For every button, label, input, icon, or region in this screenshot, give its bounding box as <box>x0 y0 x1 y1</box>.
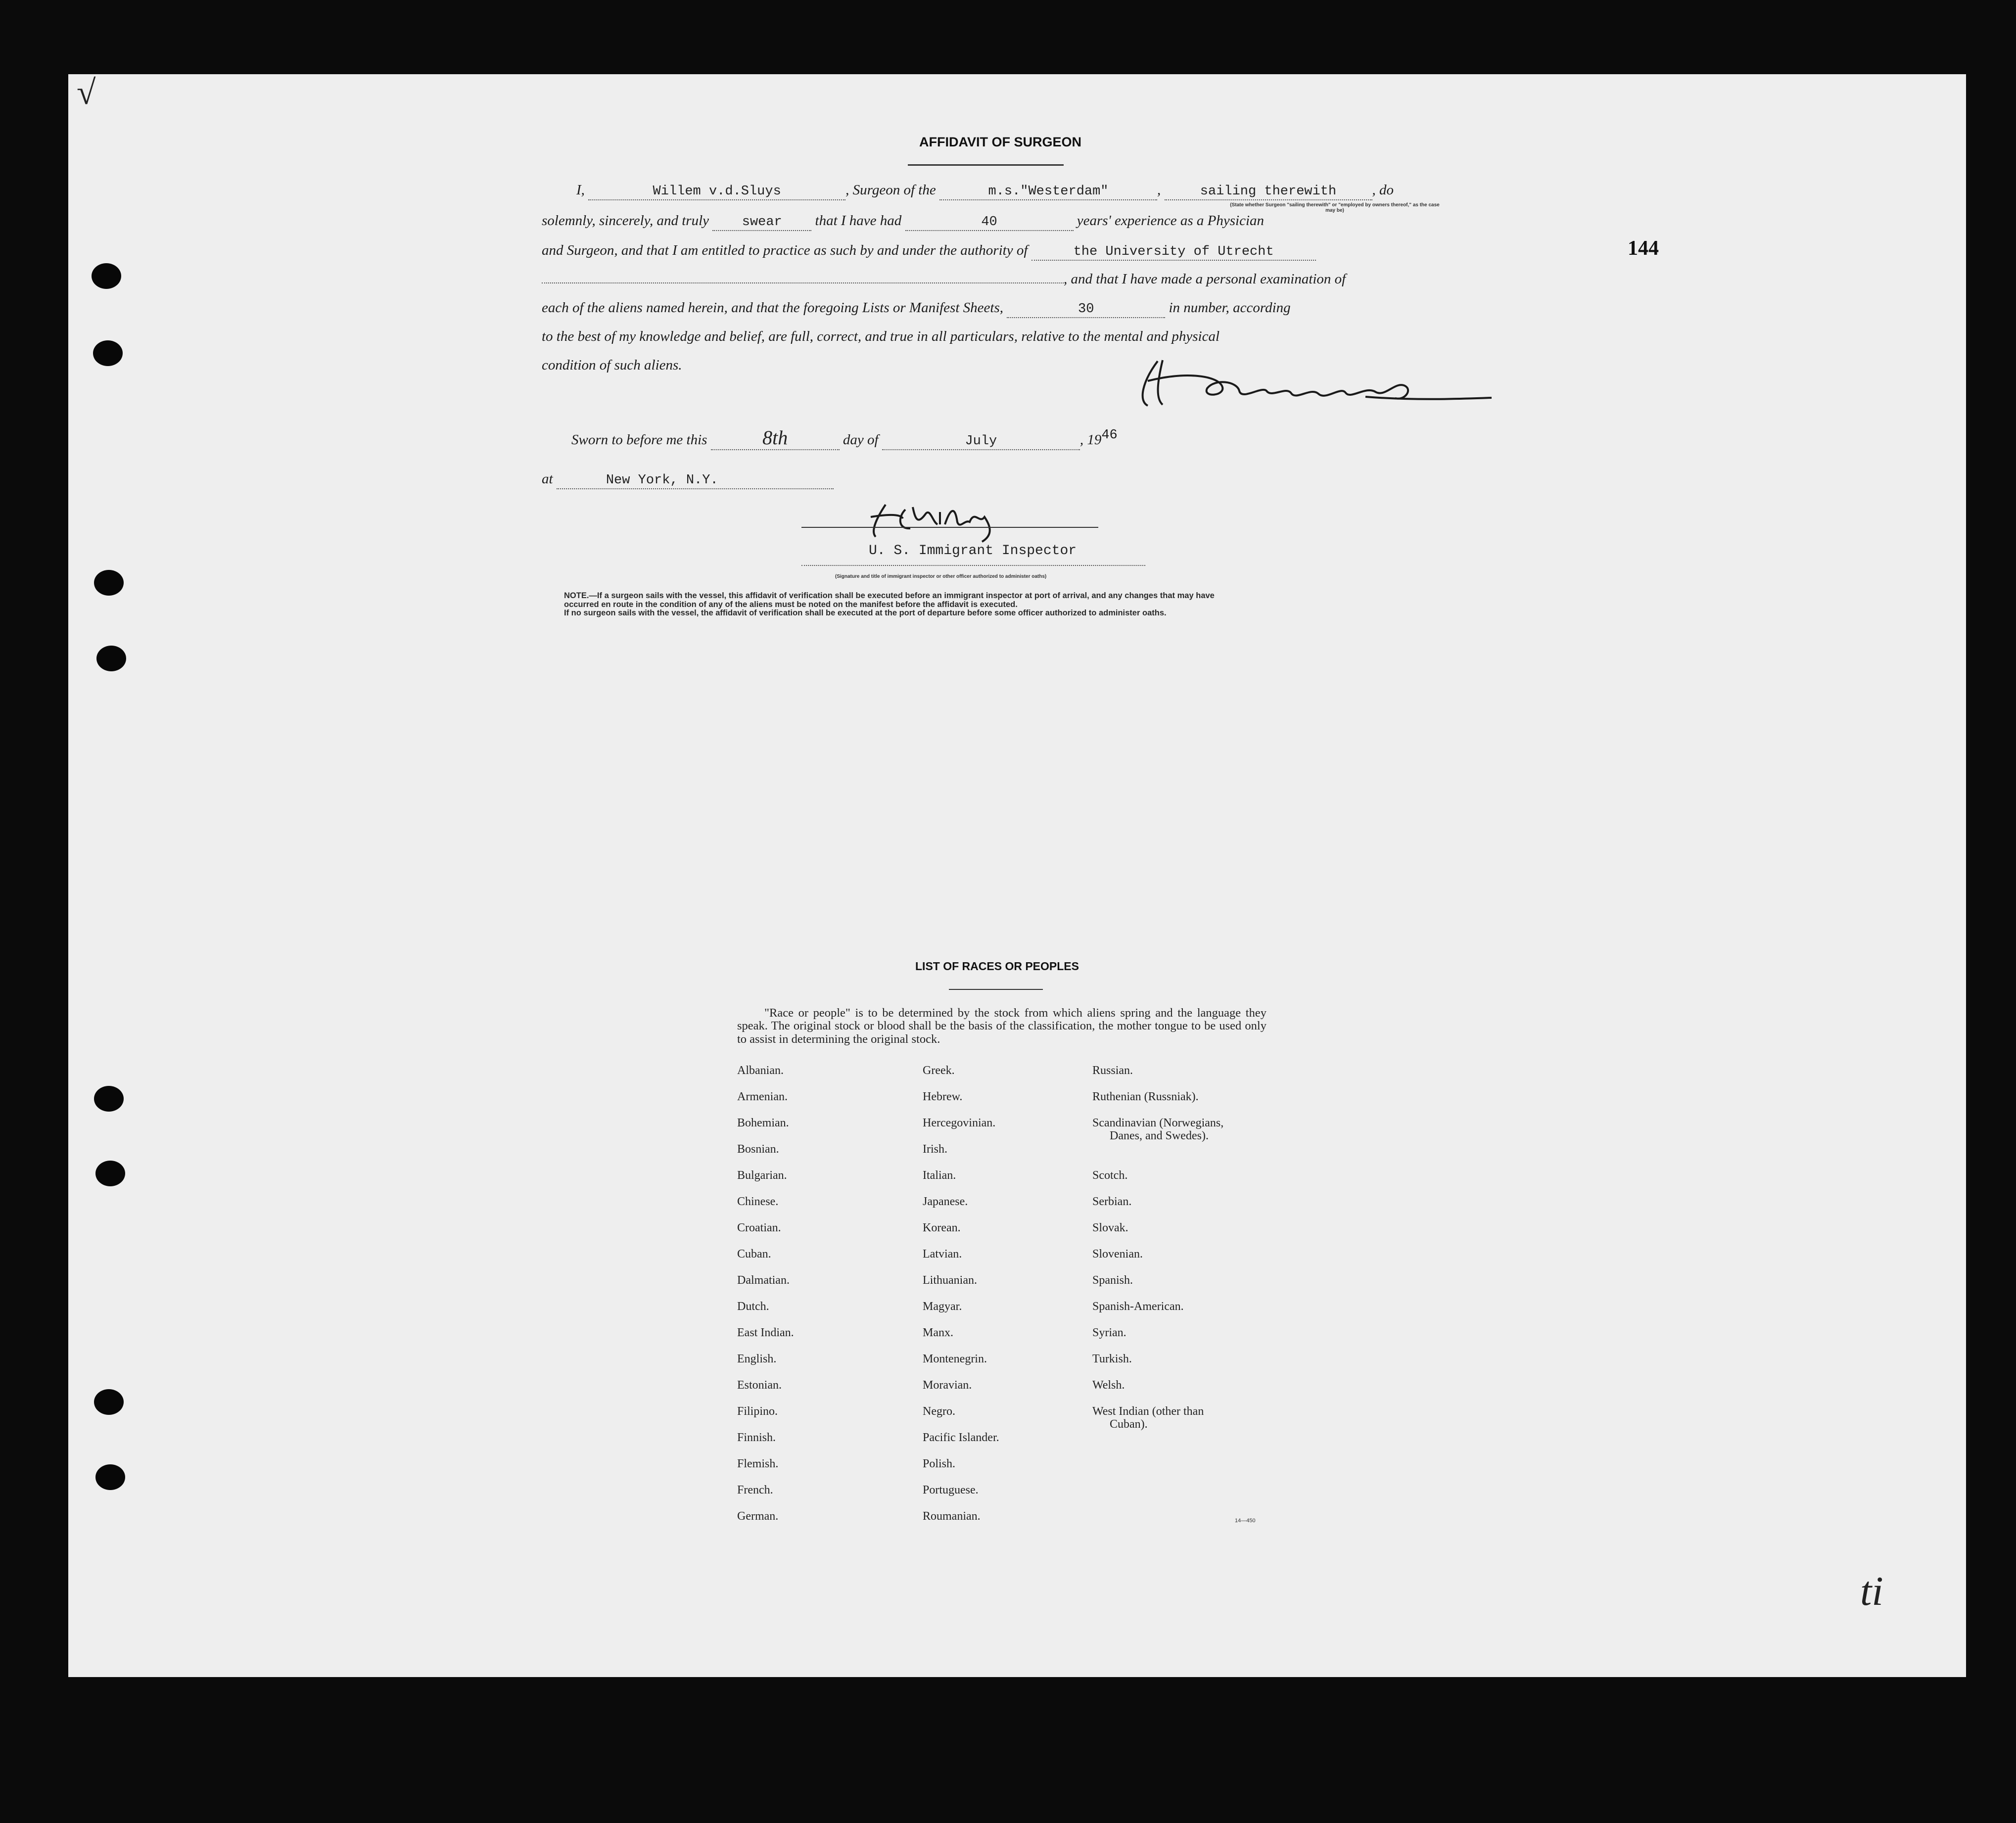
check-mark: √ <box>77 74 96 112</box>
race-item: Serbian. <box>1092 1195 1132 1208</box>
race-item: French. <box>737 1484 773 1496</box>
authority-continued <box>542 282 1064 283</box>
authority: the University of Utrecht <box>1031 244 1316 261</box>
handwritten-initials: ti <box>1860 1568 1883 1614</box>
race-item: Greek. <box>923 1064 955 1077</box>
race-item: German. <box>737 1510 779 1523</box>
sworn-place: New York, N.Y. <box>557 473 834 489</box>
race-item: Flemish. <box>737 1457 779 1470</box>
sailing-status: sailing therewith <box>1165 184 1372 200</box>
race-item: Irish. <box>923 1143 947 1156</box>
sailing-status-note: (State whether Surgeon "sailing therewith" or "employed by owners thereof," as the case may be) <box>1230 202 1440 213</box>
punch-hole <box>96 646 126 671</box>
affidavit-line-6: to the best of my knowledge and belief, are full, correct, and true in all particulars, relative to the mental and physical <box>542 328 1220 344</box>
affidavit-line-4: , and that I have made a personal examination of <box>542 271 1472 287</box>
vessel-name: m.s."Westerdam" <box>939 184 1157 200</box>
races-title: LIST OF RACES OR PEOPLES <box>915 960 1079 973</box>
sheets-count: 30 <box>1007 302 1165 318</box>
sheet-number: 144 <box>1628 237 1659 260</box>
race-item: Bosnian. <box>737 1143 779 1156</box>
race-item: Spanish-American. <box>1092 1300 1184 1313</box>
race-item: Filipino. <box>737 1405 778 1418</box>
race-item: East Indian. <box>737 1326 794 1339</box>
affidavit-line-2: solemnly, sincerely, and truly swear that I have had 40 years' experience as a Physician <box>542 213 1472 231</box>
punch-hole <box>95 1464 125 1490</box>
race-item: Negro. <box>923 1405 955 1418</box>
affidavit-line-1: I, Willem v.d.Sluys , Surgeon of the m.s."Westerdam" , sailing therewith , do <box>542 182 1472 200</box>
races-title-rule <box>949 989 1043 990</box>
race-item: Hercegovinian. <box>923 1117 996 1129</box>
affidavit-note: NOTE.—If a surgeon sails with the vessel, this affidavit of verification shall be executed before an immigrant inspector at port of arrival, and any changes that may have occurred en route in the condition of any of the aliens must be noted on the manifest before the affidavit is executed. If no surgeon sails with the vessel, the affidavit of verification shall be executed at the port of departure before some officer authorized to administer oaths. <box>564 591 1215 618</box>
race-item: Cuban. <box>737 1248 771 1261</box>
surgeon-signature <box>1128 351 1494 416</box>
affidavit-title: AFFIDAVIT OF SURGEON <box>919 135 1081 149</box>
race-item: Dutch. <box>737 1300 769 1313</box>
oath-type: swear <box>712 215 811 231</box>
sworn-month: July <box>882 434 1080 450</box>
races-column-1 <box>737 1064 794 1536</box>
race-item: Finnish. <box>737 1431 776 1444</box>
race-item: Spanish. <box>1092 1274 1133 1287</box>
race-item: Bohemian. <box>737 1117 789 1129</box>
sworn-year: 46 <box>1101 428 1118 443</box>
race-item: Hebrew. <box>923 1090 963 1103</box>
place-line: at New York, N.Y. <box>542 471 1472 489</box>
race-item: Estonian. <box>737 1379 782 1392</box>
affidavit-line-3: and Surgeon, and that I am entitled to practice as such by and under the authority of the University of Utrecht <box>542 242 1472 261</box>
race-item: Syrian. <box>1092 1326 1126 1339</box>
inspector-rule <box>801 565 1145 566</box>
punch-hole <box>92 263 121 289</box>
race-item: Russian. <box>1092 1064 1133 1077</box>
years-experience: 40 <box>905 215 1074 231</box>
punch-hole <box>93 340 123 366</box>
title-rule <box>908 164 1064 166</box>
race-item: Chinese. <box>737 1195 779 1208</box>
punch-hole <box>94 1389 124 1415</box>
race-item: Japanese. <box>923 1195 968 1208</box>
form-number: 14—450 <box>1235 1518 1256 1524</box>
race-item: Turkish. <box>1092 1353 1132 1365</box>
races-intro: "Race or people" is to be determined by the stock from which aliens spring and the language they speak. The original stock or blood shall be the basis of the classification, the mother tongue to be used only to assist in determining the original stock. <box>737 1006 1266 1046</box>
race-item-west-indian: West Indian (other than Cuban). <box>1092 1405 1204 1431</box>
surgeon-name: Willem v.d.Sluys <box>588 184 845 200</box>
race-item: Italian. <box>923 1169 956 1182</box>
race-item: Moravian. <box>923 1379 972 1392</box>
race-item: Korean. <box>923 1221 961 1234</box>
race-item-scandinavian: Scandinavian (Norwegians, Danes, and Swedes). <box>1092 1117 1224 1143</box>
affidavit-line-7: condition of such aliens. <box>542 357 682 373</box>
races-column-2 <box>923 1064 999 1536</box>
races-column-3 <box>1092 1064 1223 1457</box>
punch-hole <box>94 1086 124 1112</box>
affidavit-line-5: each of the aliens named herein, and that the foregoing Lists or Manifest Sheets, 30 in number, according <box>542 300 1472 318</box>
race-item: Latvian. <box>923 1248 962 1261</box>
race-item: Ruthenian (Russniak). <box>1092 1090 1199 1103</box>
inspector-signature <box>801 495 1098 544</box>
race-item: Lithuanian. <box>923 1274 977 1287</box>
race-item: Pacific Islander. <box>923 1431 999 1444</box>
race-item: Armenian. <box>737 1090 788 1103</box>
race-item: Croatian. <box>737 1221 781 1234</box>
race-item: Scotch. <box>1092 1169 1128 1182</box>
race-item: Slovak. <box>1092 1221 1128 1234</box>
sworn-day: 8th <box>711 426 840 450</box>
race-item: Manx. <box>923 1326 953 1339</box>
sworn-line: Sworn to before me this 8th day of July , 1946 <box>542 426 1472 450</box>
inspector-caption: (Signature and title of immigrant inspector or other officer authorized to administer oaths) <box>835 574 1047 579</box>
punch-hole <box>94 570 124 596</box>
punch-hole <box>95 1161 125 1186</box>
race-item: Roumanian. <box>923 1510 981 1523</box>
race-item: Montenegrin. <box>923 1353 987 1365</box>
race-item: Welsh. <box>1092 1379 1125 1392</box>
inspector-title: U. S. Immigrant Inspector <box>869 543 1077 559</box>
race-item: Dalmatian. <box>737 1274 790 1287</box>
race-item: Polish. <box>923 1457 956 1470</box>
race-item: Magyar. <box>923 1300 962 1313</box>
race-item: Portuguese. <box>923 1484 979 1496</box>
race-item: Slovenian. <box>1092 1248 1143 1261</box>
race-item: Albanian. <box>737 1064 784 1077</box>
race-item: English. <box>737 1353 777 1365</box>
race-item: Bulgarian. <box>737 1169 787 1182</box>
